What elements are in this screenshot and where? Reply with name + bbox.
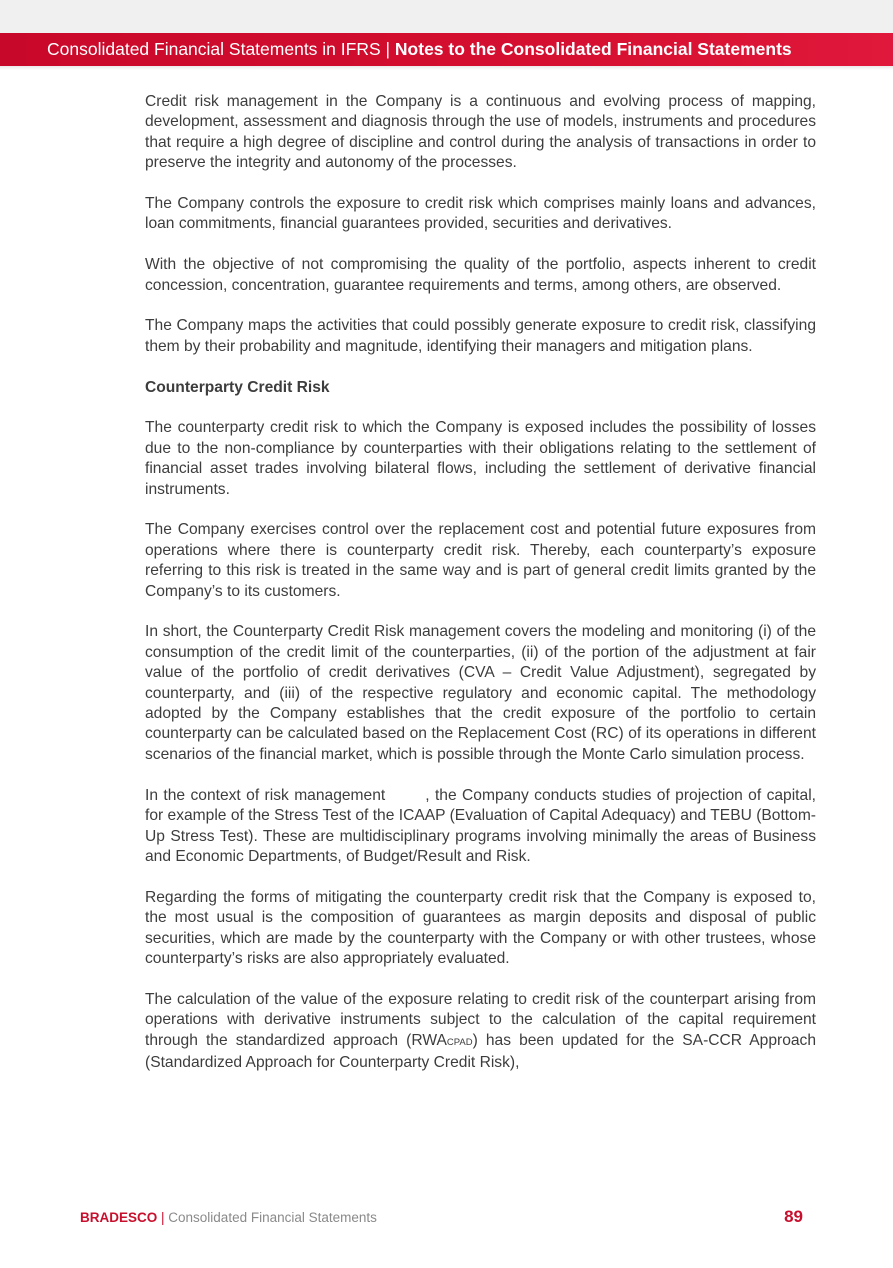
paragraph-risk-context — [145, 786, 816, 868]
paragraph-portfolio-quality: With the objective of not compromising the quality of the portfolio, aspects inherent to credit concession, concentration, guarantee requirements and terms, among others, are observed. — [145, 256, 816, 294]
exposure-calculation-rest: ) has been updated for the SA-CCR Approach (Standardized Approach for Counterparty Credit Risk), — [145, 1031, 817, 1071]
page-footer — [80, 1209, 377, 1227]
paragraph-exposure-calculation — [145, 990, 816, 1074]
paragraph-ccr-management: In short, the Counterparty Credit Risk management covers the modeling and monitoring (i) of the consumption of the credit limit of the counterparties, (ii) of the portion of the adjustment at fair value of the portfolio of credit derivatives (CVA – Credit Value Adjustment), segregated by counterparty, and (iii) of the respective regulatory and economic capital. The methodology adopted by the Company establishes that the credit exposure of the portfolio to certain counterparty can be calculated based on the Replacement Cost (RC) of its operations in different scenarios of the financial market, which is possible through the Monte Carlo simulation process. — [145, 623, 816, 763]
paragraph-exposure-control: The Company controls the exposure to credit risk which comprises mainly loans and advances, loan commitments, financial guarantees provided, securities and derivatives. — [145, 195, 816, 233]
paragraph-counterparty-definition: The counterparty credit risk to which the Company is exposed includes the possibility of losses due to the non-compliance by counterparties with their obligations relating to the settlement of financial asset trades involving bilateral flows, including the settlement of derivative financial instruments. — [145, 419, 816, 498]
footer-document-title: Consolidated Financial Statements — [168, 1210, 377, 1225]
risk-context-lead: In the context of risk management — [145, 786, 386, 804]
rwa-subscript: CPAD — [446, 1036, 473, 1048]
risk-context-rest: , the Company conducts studies of projection of capital, for example of the Stress Test of the ICAAP (Evaluation of Capital Adequacy) and TEBU (Bottom-Up Stress Test). These are multidisciplinary programs involving minimally the areas of Business and Economic Departments, of Budget/Result and Risk. — [145, 786, 816, 865]
section-heading-counterparty-credit-risk: Counterparty Credit Risk — [145, 378, 330, 396]
page-number: 89 — [784, 1207, 803, 1226]
top-margin-strip — [0, 0, 893, 33]
paragraph-credit-risk-management: Credit risk management in the Company is a continuous and evolving process of mapping, development, assessment and diagnosis through the use of models, instruments and procedures that require a high degree of discipline and control during the analysis of transactions in order to preserve the integrity and autonomy of the processes. — [145, 93, 816, 172]
page-header — [0, 33, 893, 66]
header-shadow — [0, 66, 893, 70]
rwa-term: RWA — [411, 1031, 447, 1049]
exposure-calculation-lead: The calculation of the value of the exposure relating to credit risk of the counterpart arising from operations with derivative instruments subject to the calculation of the capital requirement through the standardized approach ( — [145, 990, 816, 1049]
header-separator: | — [380, 39, 395, 59]
header-section-title: Consolidated Financial Statements in IFRS — [47, 39, 381, 59]
header-subsection-title: Notes to the Consolidated Financial Statements — [394, 39, 792, 59]
paragraph-activity-mapping: The Company maps the activities that could possibly generate exposure to credit risk, classifying them by their probability and magnitude, identifying their managers and mitigation plans. — [145, 317, 816, 355]
paragraph-replacement-cost: The Company exercises control over the replacement cost and potential future exposures from operations where there is counterparty credit risk. Thereby, each counterparty’s exposure referring to this risk is treated in the same way and is part of general credit limits granted by the Company’s to its customers. — [145, 521, 816, 600]
footer-separator: | — [157, 1210, 169, 1225]
footer-brand-logo-text: BRADESCO — [80, 1210, 158, 1225]
paragraph-mitigation: Regarding the forms of mitigating the counterparty credit risk that the Company is exposed to, the most usual is the composition of guarantees as margin deposits and disposal of public securities, which are made by the counterparty with the Company or with other trustees, whose counterparty’s risks are also appropriately evaluated. — [145, 888, 816, 967]
page-body — [145, 92, 816, 1094]
